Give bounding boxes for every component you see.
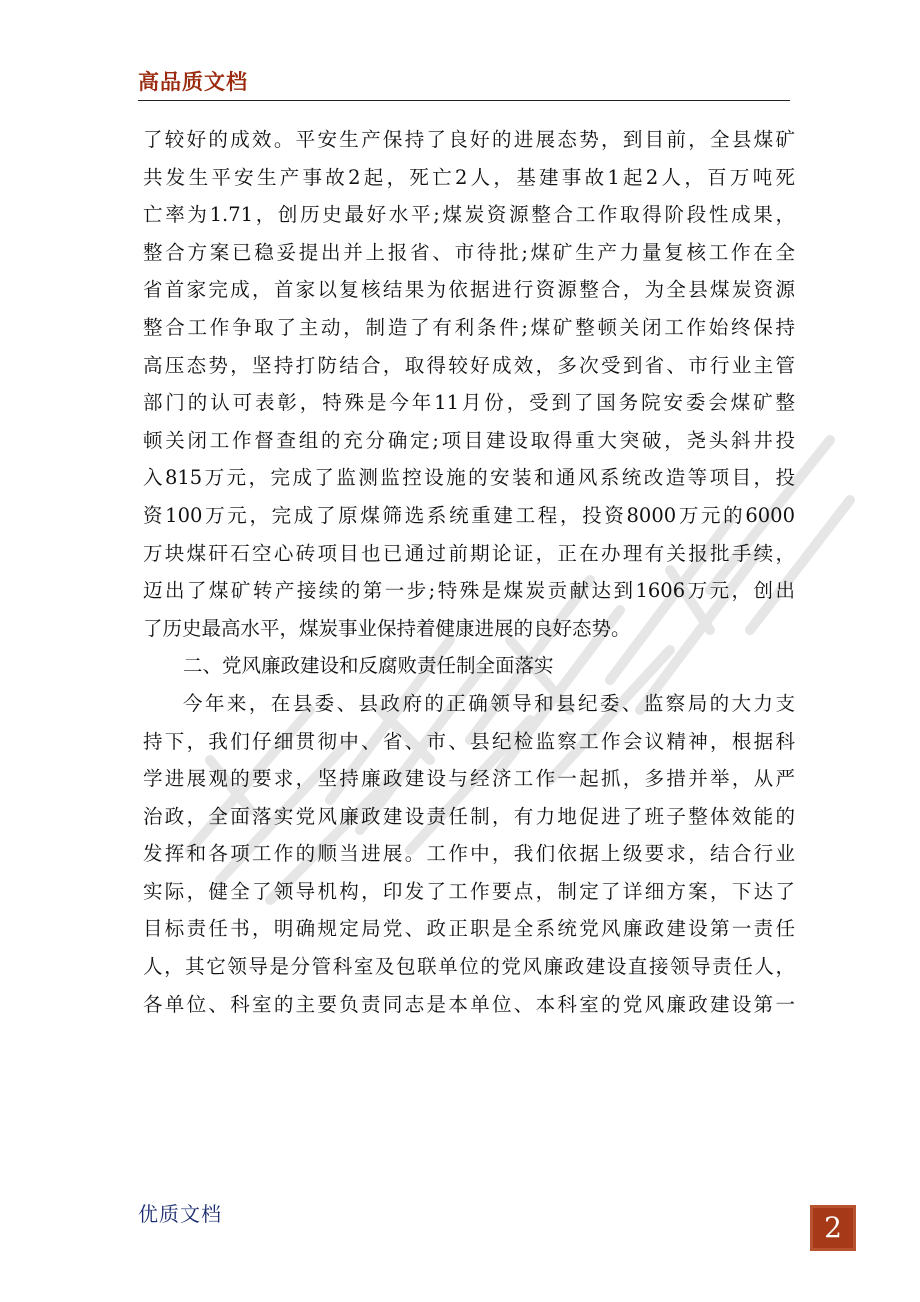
text-line: 今年来，在县委、县政府的正确领导和县纪委、监察局的大力支 [183,691,795,715]
text-line: 亡率为1.71，创历史最好水平;煤炭资源整合工作取得阶段性成果， [143,203,795,227]
text-line: 顿关闭工作督查组的充分确定;项目建设取得重大突破，尧头斜井投 [143,428,795,452]
text-line: 发挥和各项工作的顺当进展。工作中，我们依据上级要求，结合行业 [143,842,795,866]
text-line: 万块煤矸石空心砖项目也已通过前期论证，正在办理有关报批手续， [143,541,795,565]
header-title: 高品质文档 [138,70,248,94]
text-line: 持下，我们仔细贯彻中、省、市、县纪检监察工作会议精神，根据科 [143,729,795,753]
text-line: 二、党风廉政建设和反腐败责任制全面落实 [183,654,554,678]
page-number-badge: 2 [810,1205,856,1251]
text-line: 了较好的成效。平安生产保持了良好的进展态势，到目前，全县煤矿 [143,128,795,151]
header-divider [138,100,790,101]
text-line: 高压态势，坚持打防结合，取得较好成效，多次受到省、市行业主管 [143,353,795,377]
text-line: 共发生平安生产事故2起，死亡2人，基建事故1起2人，百万吨死 [143,165,795,189]
text-line: 整合方案已稳妥提出并上报省、市待批;煤矿生产力量复核工作在全 [143,240,795,264]
text-line: 治政，全面落实党风廉政建设责任制，有力地促进了班子整体效能的 [143,804,795,828]
text-line: 各单位、科室的主要负责同志是本单位、本科室的党风廉政建设第一 [143,992,795,1016]
text-line: 入815万元，完成了监测监控设施的安装和通风系统改造等项目，投 [143,466,795,490]
text-line: 目标责任书，明确规定局党、政正职是全系统党风廉政建设第一责任 [143,917,795,941]
body-text [143,121,795,1023]
text-line: 资100万元，完成了原煤筛选系统重建工程，投资8000万元的6000 [143,503,795,527]
text-line: 学进展观的要求，坚持廉政建设与经济工作一起抓，多措并举，从严 [143,767,795,791]
text-line: 迈出了煤矿转产接续的第一步;特殊是煤炭贡献达到1606万元，创出 [143,579,795,603]
text-line: 整合工作争取了主动，制造了有利条件;煤矿整顿关闭工作始终保持 [143,315,795,339]
text-line: 人，其它领导是分管科室及包联单位的党风廉政建设直接领导责任人， [143,955,795,979]
text-line: 了历史最高水平，煤炭事业保持着健康进展的良好态势。 [143,616,631,640]
text-line: 省首家完成，首家以复核结果为依据进行资源整合，为全县煤炭资源 [143,278,795,302]
text-line: 实际，健全了领导机构，印发了工作要点，制定了详细方案，下达了 [143,879,795,903]
text-line: 部门的认可表彰，特殊是今年11月份，受到了国务院安委会煤矿整 [143,391,795,415]
footer-title: 优质文档 [138,1202,222,1226]
